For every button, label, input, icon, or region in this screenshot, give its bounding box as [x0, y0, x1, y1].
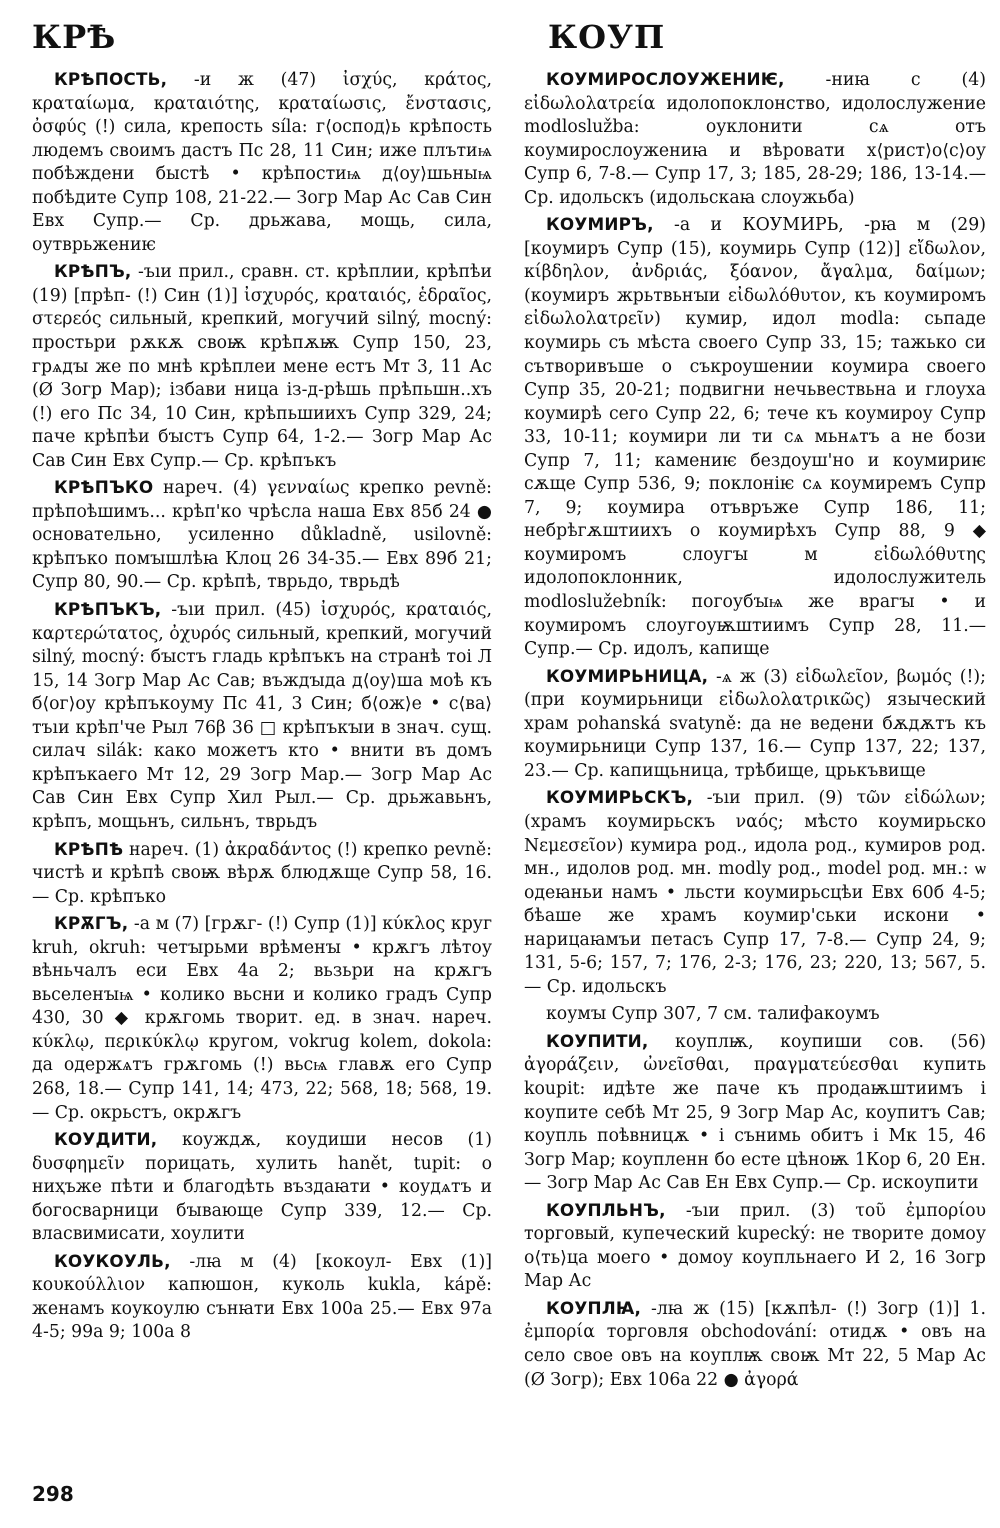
entry-body: -ъıи прил. (3) τοῦ ἐμπορίου торговый, купеческий kupecký: не творите домоу о⟨ть⟩ца моего • домоу коупльнаего И 2, 16 Зогр Мар Ас	[524, 1200, 987, 1292]
headword: КОУМИРЪ,	[546, 214, 654, 235]
entry-body: -ъıи прил. (9) τῶν εἰδώλων; (храмъ коумирьскъ ναός; мѣсто коумирьско Νεμεσεῖον) кумира род., идола род., кумиров род. мн., идолов род. мн. modly род., model род. мн.: ѡ одеꙗньи намъ • льсти коумирьсцѣи Евх 60б 4-5; бѣаше же храмъ коумир'ськи искони • нарицаꙗмъи петасъ Супр 17, 7-8.— Супр 24, 9; 131, 5-6; 157, 7; 176, 2-3; 176, 23; 220, 13; 567, 5.— Ср. идольскъ	[524, 788, 986, 997]
headword: КРѢПЪ,	[54, 261, 132, 282]
headword: КРѪГЪ,	[54, 913, 129, 934]
entry-body: -ѧ ж (3) εἰδωλεῖον, βωμός (!); (при коумирьници εἰδωλολατρικῶς) языческий храм pohanská svatyně: да не ведени бѫдѫтъ къ коумирьници Супр 137, 16.— Супр 137, 22; 137, 23.— Ср. капищьница, трѣбище, црькъвище	[524, 666, 986, 781]
entry-body: коуждѫ, коудиши несов (1) δυσφημεῖν порицать, хулить hanět, tupit: о ниҳъже пѣти и благодѣть въздаꙗти • коудѧтъ и богосварници бꙑвающе Супр 339, 12.— Ср. власвимисати, хоулити	[32, 1130, 492, 1245]
entry-body: нареч. (4) γενναίως крепко pevně: прѣпоѣшимъ... крѣп'ко чрѣсла наша Евх 85б 24 ● основательно, усиленно důkladně, usilovně: крѣпъко помꙑшлѣꙗ Клоц 26 34-35.— Евх 89б 21; Супр 80, 90.— Ср. крѣпѣ, тврьдо, тврьдѣ	[32, 478, 492, 593]
dictionary-entry	[32, 1250, 492, 1345]
entry-body: -и ж (47) ἰσχύς, κράτος, κραταίωμα, κραταιότης, κραταίωσις, ἔνστασις, ὀσφύς (!) сила, крепость síla: г⟨оспод⟩ь крѣпость людемъ своимъ дастъ Пс 28, 11 Син; иже плътиѩ побѣждени быстѣ • крѣпостиѩ д⟨оу⟩шьныѩ побѣдите Супр 108, 21-22.— Зогр Мар Ас Сав Син Евх Супр.— Ср. дрьжава, мощь, сила, оутврьжениѥ	[32, 70, 492, 255]
headword: КОУКОУЛЬ,	[54, 1250, 171, 1271]
dictionary-entry	[524, 1030, 986, 1196]
entry-body: -лꙗ м (4) [кокоул- Евх (1)] κουκούλλιον капюшон, куколь kukla, kápě: женамъ коукоулю сънꙗти Евх 100а 25.— Евх 97а 4-5; 99а 9; 100а 8	[32, 1251, 492, 1343]
headword: КОУПИТИ,	[546, 1030, 649, 1051]
dictionary-entry	[32, 598, 492, 834]
entry-body: коуплѭ, коупиши сов. (56) ἀγοράζειν, ὠνεῖσθαι, πραγματεύεσθαι купить koupit: идѣте же паче къ продаѭштиимъ і коупите себѣ Мт 25, 9 Зогр Мар Ас, коупитъ Сав; коупль поѣвницѫ • і сънимь обитъ і Мк 15, 46 Зогр Мар; коупленн бо есте цѣноѭ 1Кор 6, 20 Ен.— Зогр Мар Ас Сав Ен Евх Супр.— Ср. искоупити	[524, 1031, 986, 1194]
entry-body: -ниꙗ с (4) εἰδωλολατρεία идолопоклонство, идолослужение modloslužba: оуклонити сѧ отъ коумирослоужениꙗ и вѣровати х⟨рист⟩о⟨с⟩оу Супр 6, 7-8.— Супр 17, 3; 185, 28-29; 186, 13-14.— Ср. идольскъ (идольскаꙗ слоужьба)	[524, 70, 986, 208]
headword: КРѢПЪКЪ,	[54, 599, 162, 620]
entry-body: -а м (7) [грѫг- (!) Супр (1)] κύκλος круг kruh, okruh: четꙑрьми врѣменꙑ • крѫгъ лѣтоу вѣньчалъ еси Евх 4а 2; вьзьри на крѫгъ вьселенꙑѩ • колико вьсни и колико градъ Супр 430, 30 ◆ крѫгомь творит. ед. в знач. нареч. κύκλῳ, περικύκλῳ кругом, vokrug kolem, dokola: да одержѧтъ грѫгомь (!) вьсѩ главѫ его Супр 268, 18.— Супр 141, 14; 473, 22; 568, 18; 568, 19.— Ср. окрьстъ, окрѫгъ	[32, 914, 492, 1123]
dictionary-entry	[32, 476, 492, 595]
right-column	[524, 68, 986, 1395]
cross-reference	[524, 1002, 986, 1027]
headword: КРѢПЪКО	[54, 477, 154, 498]
running-head-right: КОУП	[548, 18, 666, 56]
dictionary-entry	[524, 68, 986, 210]
dictionary-entry	[524, 665, 986, 784]
running-head-left: КРѢ	[32, 18, 117, 56]
dictionary-entry	[32, 1128, 492, 1247]
dictionary-entry	[524, 1297, 986, 1392]
dictionary-entry	[524, 1199, 986, 1294]
headword: КОУПЛꙖ,	[546, 1297, 642, 1318]
headword: КРѢПѢ	[54, 838, 124, 859]
headword: КОУМИРОСЛОУЖЕНИѤ,	[546, 69, 785, 89]
dictionary-entry	[32, 912, 492, 1125]
dictionary-entry	[524, 213, 986, 661]
headword: КОУПЛЬНЪ,	[546, 1199, 666, 1220]
headword: КОУДИТИ,	[54, 1129, 158, 1150]
dictionary-entry	[32, 838, 492, 910]
entry-body: коумꙑ Супр 307, 7 см. талифакоумъ	[546, 1004, 880, 1025]
page-number: 298	[32, 1482, 74, 1506]
entry-body: -ъıи прил., сравн. ст. крѣплии, крѣпѣи (19) [прѣп- (!) Син (1)] ἰσχυρός, κραταιός, ἑδραῖος, στερεός сильный, крепкий, могучий silný, mocný: простьри рѫкѫ своѭ крѣпѫѭ Супр 150, 23, грѧдꙑ же по мнѣ крѣплеи мене естъ Мт 3, 11 Ас (Ø Зогр Мар); ізбави ница із-д-рѣшь прѣпьшн..хъ (!) его Пс 34, 10 Син, крѣпьшиихъ Супр 329, 24; паче крѣпѣи бꙑстъ Супр 64, 1-2.— Зогр Мар Ас Сав Син Евх Супр.— Ср. крѣпъкъ	[32, 262, 492, 471]
left-column	[32, 68, 492, 1348]
headword: КОУМИРЬНИЦА,	[546, 665, 709, 686]
dictionary-entry	[32, 260, 492, 473]
dictionary-entry	[32, 68, 492, 257]
dictionary-entry	[524, 786, 986, 999]
headword: КРѢПОСТЬ,	[54, 69, 168, 89]
headword: КОУМИРЬСКЪ,	[546, 787, 694, 808]
entry-body: -лꙗ ж (15) [кѫпѣл- (!) Зогр (1)] 1. ἐμπορία торговля obchodování: отидѫ • овъ на село свое овъ на коуплѭ своѭ Мт 22, 5 Мар Ас (Ø Зогр); Евх 106а 22 ● ἀγορά	[524, 1298, 986, 1390]
entry-body: нареч. (1) ἀκραδάντος (!) крепко pevně: чистѣ и крѣпѣ своѭ вѣрѫ блюдѫще Супр 58, 16.— Ср. крѣпъко	[32, 839, 492, 907]
entry-body: -ъıи прил. (45) ἰσχυρός, κραταιός, καρτερώτατος, ὀχυρός сильный, крепкий, могучий silný, mocný: бꙑстъ гладь крѣпъкъ на странѣ тоі Л 15, 14 Зогр Мар Ас Сав; въждꙑда д⟨оу⟩ша моѣ къ б⟨ог⟩оу крѣпъкоуму Пс 41, 3 Син; б⟨ож⟩е • с⟨ва⟩тъıи крѣп'че Рыл 76β 36 □ крѣпъкꙑи в знач. сущ. силач silák: како можетъ кто • внити въ домъ крѣпъкаего Мт 12, 29 Зогр Мар.— Зогр Мар Ас Сав Син Евх Супр Хил Рыл.— Ср. дрьжавьнъ, крѣпъ, мощьнъ, сильнъ, тврьдъ	[32, 600, 492, 832]
entry-body: -а и КОУМИРЬ, -рꙗ м (29) [коумиръ Супр (15), коумирь Супр (12)] εἴδωλον, κίβδηλον, ἀνδριάς, ξόανον, ἄγαλμα, δαίμων; (коумиръ жрьтвьнꙑи εἰδωλόθυτον, къ коумиромъ εἰδωλολατρεῖν) кумир, идол modla: сьпаде коумирь съ мѣста своего Супр 33, 15; тажько си сътворивъше о съкроушении коумира своего Супр 35, 20-21; подвигни нечьвествьна и глоуха коумирѣ сего Супр 22, 6; тече къ коумироу Супр 33, 10-11; коумири ли ти сѧ мьнѧтъ а не бози Супр 7, 11; камениѥ бездоуш'но и коумириѥ сѫще Супр 536, 9; поклоніѥ сѧ коумиремъ Супр 7, 9; коумира отъвръже Супр 186, 11; небрѣгѫштиихъ о коумирѣхъ Супр 88, 9 ◆ коумиромъ слоугꙑ м εἰδωλόθυτης идолопоклонник, идолослужитель modloslužebník: погоубꙑѩ же врагꙑ • и коумиромъ слоугоуѭштиимъ Супр 28, 11.— Супр.— Ср. идолъ, капище	[524, 215, 987, 660]
